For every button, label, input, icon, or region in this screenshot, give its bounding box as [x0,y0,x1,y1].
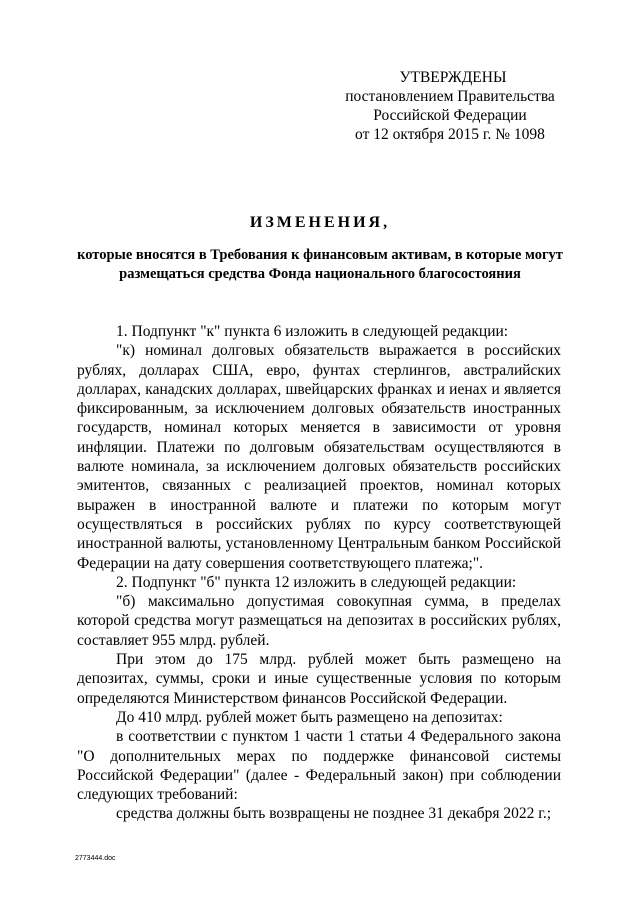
paragraph-federal-law: в соответствии с пунктом 1 части 1 статьи 4 Федерального закона "О дополнительных мерах по поддержке финансовой системы Российской Федерации" (далее - Федеральный закон) при соблюдении следующих требований: [77,728,561,804]
document-body [77,322,561,824]
document-subtitle: которые вносятся в Требования к финансовым активам, в которые могут размещаться средства Фонда национального благосостояния [77,247,563,282]
paragraph-deposits-175: При этом до 175 млрд. рублей может быть размещено на депозитах, суммы, сроки и иные существенные условия по которым определяются Министерством финансов Российской Федерации. [77,651,561,707]
paragraph-deposits-410: До 410 млрд. рублей может быть размещено на депозитах: [116,708,503,726]
approval-block [340,68,560,144]
paragraph-item-1-text: "к) номинал долговых обязательств выражается в российских рублях, долларах США, евро, фунтах стерлингов, австралийских долларах, канадских долларах, швейцарских франках и иенах и является фиксированным, за исключением долговых обязательств иностранных государств, номинал которых меняется в зависимости от уровня инфляции. Платежи по долговым обязательствам осуществляются в валюте номинала, за исключением долговых обязательств российских эмитентов, связанных с реализацией проектов, номинал которых выражен в иностранной валюте и платежи по которым могут осуществляться в российских рублях по курсу соответствующей иностранной валюты, установленному Центральным банком Российской Федерации на дату совершения соответствующего платежа;". [77,342,561,572]
paragraph-item-1: 1. Подпункт "к" пункта 6 изложить в следующей редакции: [116,323,509,340]
paragraph-item-2-text: "б) максимально допустимая совокупная сумма, в пределах которой средства могут размещаться на депозитах в российских рублях, составляет 955 млрд. рублей. [77,593,561,649]
paragraph-return-deadline: средства должны быть возвращены не позднее 31 декабря 2022 г.; [116,805,551,823]
approval-decree-line: постановлением Правительства [345,88,555,105]
approval-date-line: от 12 октября 2015 г. № 1098 [355,126,545,143]
file-name-footer: 2773444.doc [75,855,116,862]
paragraph-item-2: 2. Подпункт "б" пункта 12 изложить в следующей редакции: [116,573,517,591]
document-title: ИЗМЕНЕНИЯ, [249,214,391,231]
approval-heading: УТВЕРЖДЕНЫ [399,69,507,86]
approval-government-line: Российской Федерации [373,107,527,124]
